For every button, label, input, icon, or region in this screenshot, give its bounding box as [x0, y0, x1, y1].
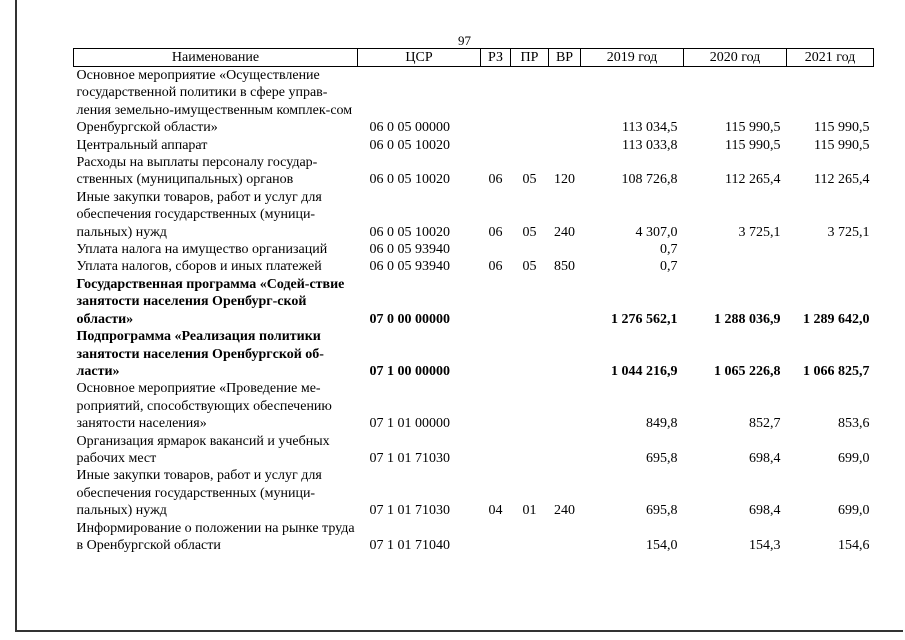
- cell-vr: 120: [554, 172, 575, 188]
- cell-2019: 695,8: [646, 450, 678, 466]
- cell-name: Организация ярмарок вакансий и учебных рабочих мест: [76, 433, 330, 466]
- cell-2021: 699,0: [838, 450, 870, 466]
- header-name: Наименование: [74, 49, 358, 67]
- cell-csr: 06 0 05 93940: [369, 259, 450, 275]
- cell-csr: 07 1 01 71030: [369, 450, 450, 466]
- cell-2019: 4 307,0: [635, 224, 678, 240]
- header-rz: РЗ: [481, 49, 511, 67]
- cell-rz: [481, 241, 511, 258]
- cell-csr: 06 0 05 10020: [369, 172, 450, 188]
- cell-2020: 698,4: [749, 450, 781, 466]
- cell-rz: [481, 137, 511, 154]
- cell-2020: [684, 258, 787, 275]
- cell-vr: 240: [554, 503, 575, 519]
- cell-2020: 1 065 226,8: [714, 363, 781, 379]
- cell-2020: 115 990,5: [725, 137, 781, 153]
- cell-2020: 3 725,1: [738, 224, 781, 240]
- cell-pr: [511, 520, 549, 555]
- cell-name: Уплата налогов, сборов и иных платежей: [76, 259, 322, 275]
- cell-2019: 1 044 216,9: [611, 363, 678, 379]
- cell-2019: 113 034,5: [622, 120, 678, 136]
- cell-2021: [787, 258, 874, 275]
- cell-vr: 850: [554, 259, 575, 275]
- cell-name: Государственная программа «Содей-ствие занятости населения Оренбург-ской области»: [76, 276, 345, 327]
- cell-2021: 154,6: [838, 537, 870, 553]
- table-row: [74, 380, 874, 432]
- cell-csr: 07 1 00 00000: [369, 363, 450, 379]
- header-2019: 2019 год: [581, 49, 684, 67]
- table-row: [74, 328, 874, 380]
- cell-2021: 115 990,5: [814, 137, 870, 153]
- cell-pr: 01: [522, 503, 537, 519]
- cell-vr: [549, 328, 581, 380]
- table-row: [74, 189, 874, 241]
- cell-2020: 112 265,4: [725, 172, 781, 188]
- budget-table: [73, 48, 874, 554]
- cell-pr: [511, 276, 549, 328]
- table-row: [74, 154, 874, 189]
- cell-2020: [684, 241, 787, 258]
- cell-csr: 07 1 01 71040: [369, 537, 450, 553]
- cell-vr: 240: [554, 224, 575, 240]
- cell-rz: [481, 328, 511, 380]
- header-vr: ВР: [549, 49, 581, 67]
- table-row: [74, 467, 874, 519]
- cell-2020: 1 288 036,9: [714, 311, 781, 327]
- cell-pr: 05: [522, 172, 537, 188]
- cell-pr: [511, 241, 549, 258]
- table-row: [74, 276, 874, 328]
- table-row: [74, 67, 874, 137]
- table-row: [74, 137, 874, 154]
- table-header-row: [74, 49, 874, 67]
- cell-csr: 07 1 01 00000: [369, 416, 450, 432]
- cell-2021: 3 725,1: [827, 224, 870, 240]
- cell-vr: [549, 241, 581, 258]
- cell-vr: [549, 276, 581, 328]
- cell-name: Иные закупки товаров, работ и услуг для обеспечения государственных (муници-пальных) нужд: [76, 189, 322, 240]
- cell-vr: [549, 380, 581, 432]
- cell-pr: [511, 328, 549, 380]
- cell-pr: 05: [522, 259, 537, 275]
- header-2020: 2020 год: [684, 49, 787, 67]
- cell-name: Основное мероприятие «Проведение ме-роприятий, способствующих обеспечению занятости населения»: [76, 381, 332, 432]
- cell-rz: [481, 380, 511, 432]
- cell-rz: 06: [488, 172, 503, 188]
- cell-rz: [481, 520, 511, 555]
- cell-rz: [481, 433, 511, 468]
- cell-2019: 849,8: [646, 416, 678, 432]
- cell-csr: 06 0 05 10020: [369, 137, 450, 153]
- cell-2020: 115 990,5: [725, 120, 781, 136]
- cell-csr: 06 0 05 93940: [369, 242, 450, 258]
- cell-rz: 06: [488, 259, 503, 275]
- cell-2020: 852,7: [749, 416, 781, 432]
- table-row: [74, 520, 874, 555]
- cell-pr: [511, 380, 549, 432]
- cell-2019: 1 276 562,1: [611, 311, 678, 327]
- page-number: 97: [458, 33, 471, 48]
- cell-vr: [549, 137, 581, 154]
- cell-pr: 05: [522, 224, 537, 240]
- cell-csr: 06 0 05 00000: [369, 120, 450, 136]
- cell-2021: 1 066 825,7: [803, 363, 870, 379]
- cell-name: Иные закупки товаров, работ и услуг для обеспечения государственных (муници-пальных) нужд: [76, 468, 322, 519]
- table-row: [74, 258, 874, 275]
- cell-2021: 1 289 642,0: [803, 311, 870, 327]
- cell-name: Подпрограмма «Реализация политики занятости населения Оренбургской об-ласти»: [76, 329, 324, 379]
- header-csr: ЦСР: [358, 49, 481, 67]
- cell-name: Центральный аппарат: [76, 137, 208, 153]
- cell-2019: 695,8: [646, 503, 678, 519]
- cell-vr: [549, 433, 581, 468]
- cell-rz: [481, 276, 511, 328]
- cell-name: Информирование о положении на рынке труда в Оренбургской области: [76, 520, 355, 553]
- cell-2021: [787, 241, 874, 258]
- cell-2020: 154,3: [749, 537, 781, 553]
- cell-2019: 0,7: [660, 259, 678, 275]
- cell-csr: 07 0 00 00000: [369, 311, 450, 327]
- cell-2019: 154,0: [646, 537, 678, 553]
- cell-rz: 06: [488, 224, 503, 240]
- cell-2019: 108 726,8: [621, 172, 678, 188]
- cell-csr: 06 0 05 10020: [369, 224, 450, 240]
- cell-name: Расходы на выплаты персоналу государ-ственных (муниципальных) органов: [76, 155, 318, 188]
- header-2021: 2021 год: [787, 49, 874, 67]
- cell-vr: [549, 67, 581, 137]
- cell-name: Уплата налога на имущество организаций: [76, 242, 328, 258]
- cell-rz: [481, 67, 511, 137]
- cell-pr: [511, 67, 549, 137]
- table-row: [74, 241, 874, 258]
- table-row: [74, 433, 874, 468]
- cell-2019: 113 033,8: [622, 137, 678, 153]
- cell-2021: 853,6: [838, 416, 870, 432]
- cell-2020: 698,4: [749, 503, 781, 519]
- cell-2021: 112 265,4: [814, 172, 870, 188]
- header-pr: ПР: [511, 49, 549, 67]
- cell-rz: 04: [488, 503, 503, 519]
- cell-vr: [549, 520, 581, 555]
- cell-pr: [511, 433, 549, 468]
- cell-name: Основное мероприятие «Осуществление государственной политики в сфере управ-ления земельно-имущественным комплек-сом Оренбургской области»: [76, 68, 353, 136]
- cell-2021: 115 990,5: [814, 120, 870, 136]
- cell-csr: 07 1 01 71030: [369, 503, 450, 519]
- cell-2019: 0,7: [660, 242, 678, 258]
- cell-pr: [511, 137, 549, 154]
- cell-2021: 699,0: [838, 503, 870, 519]
